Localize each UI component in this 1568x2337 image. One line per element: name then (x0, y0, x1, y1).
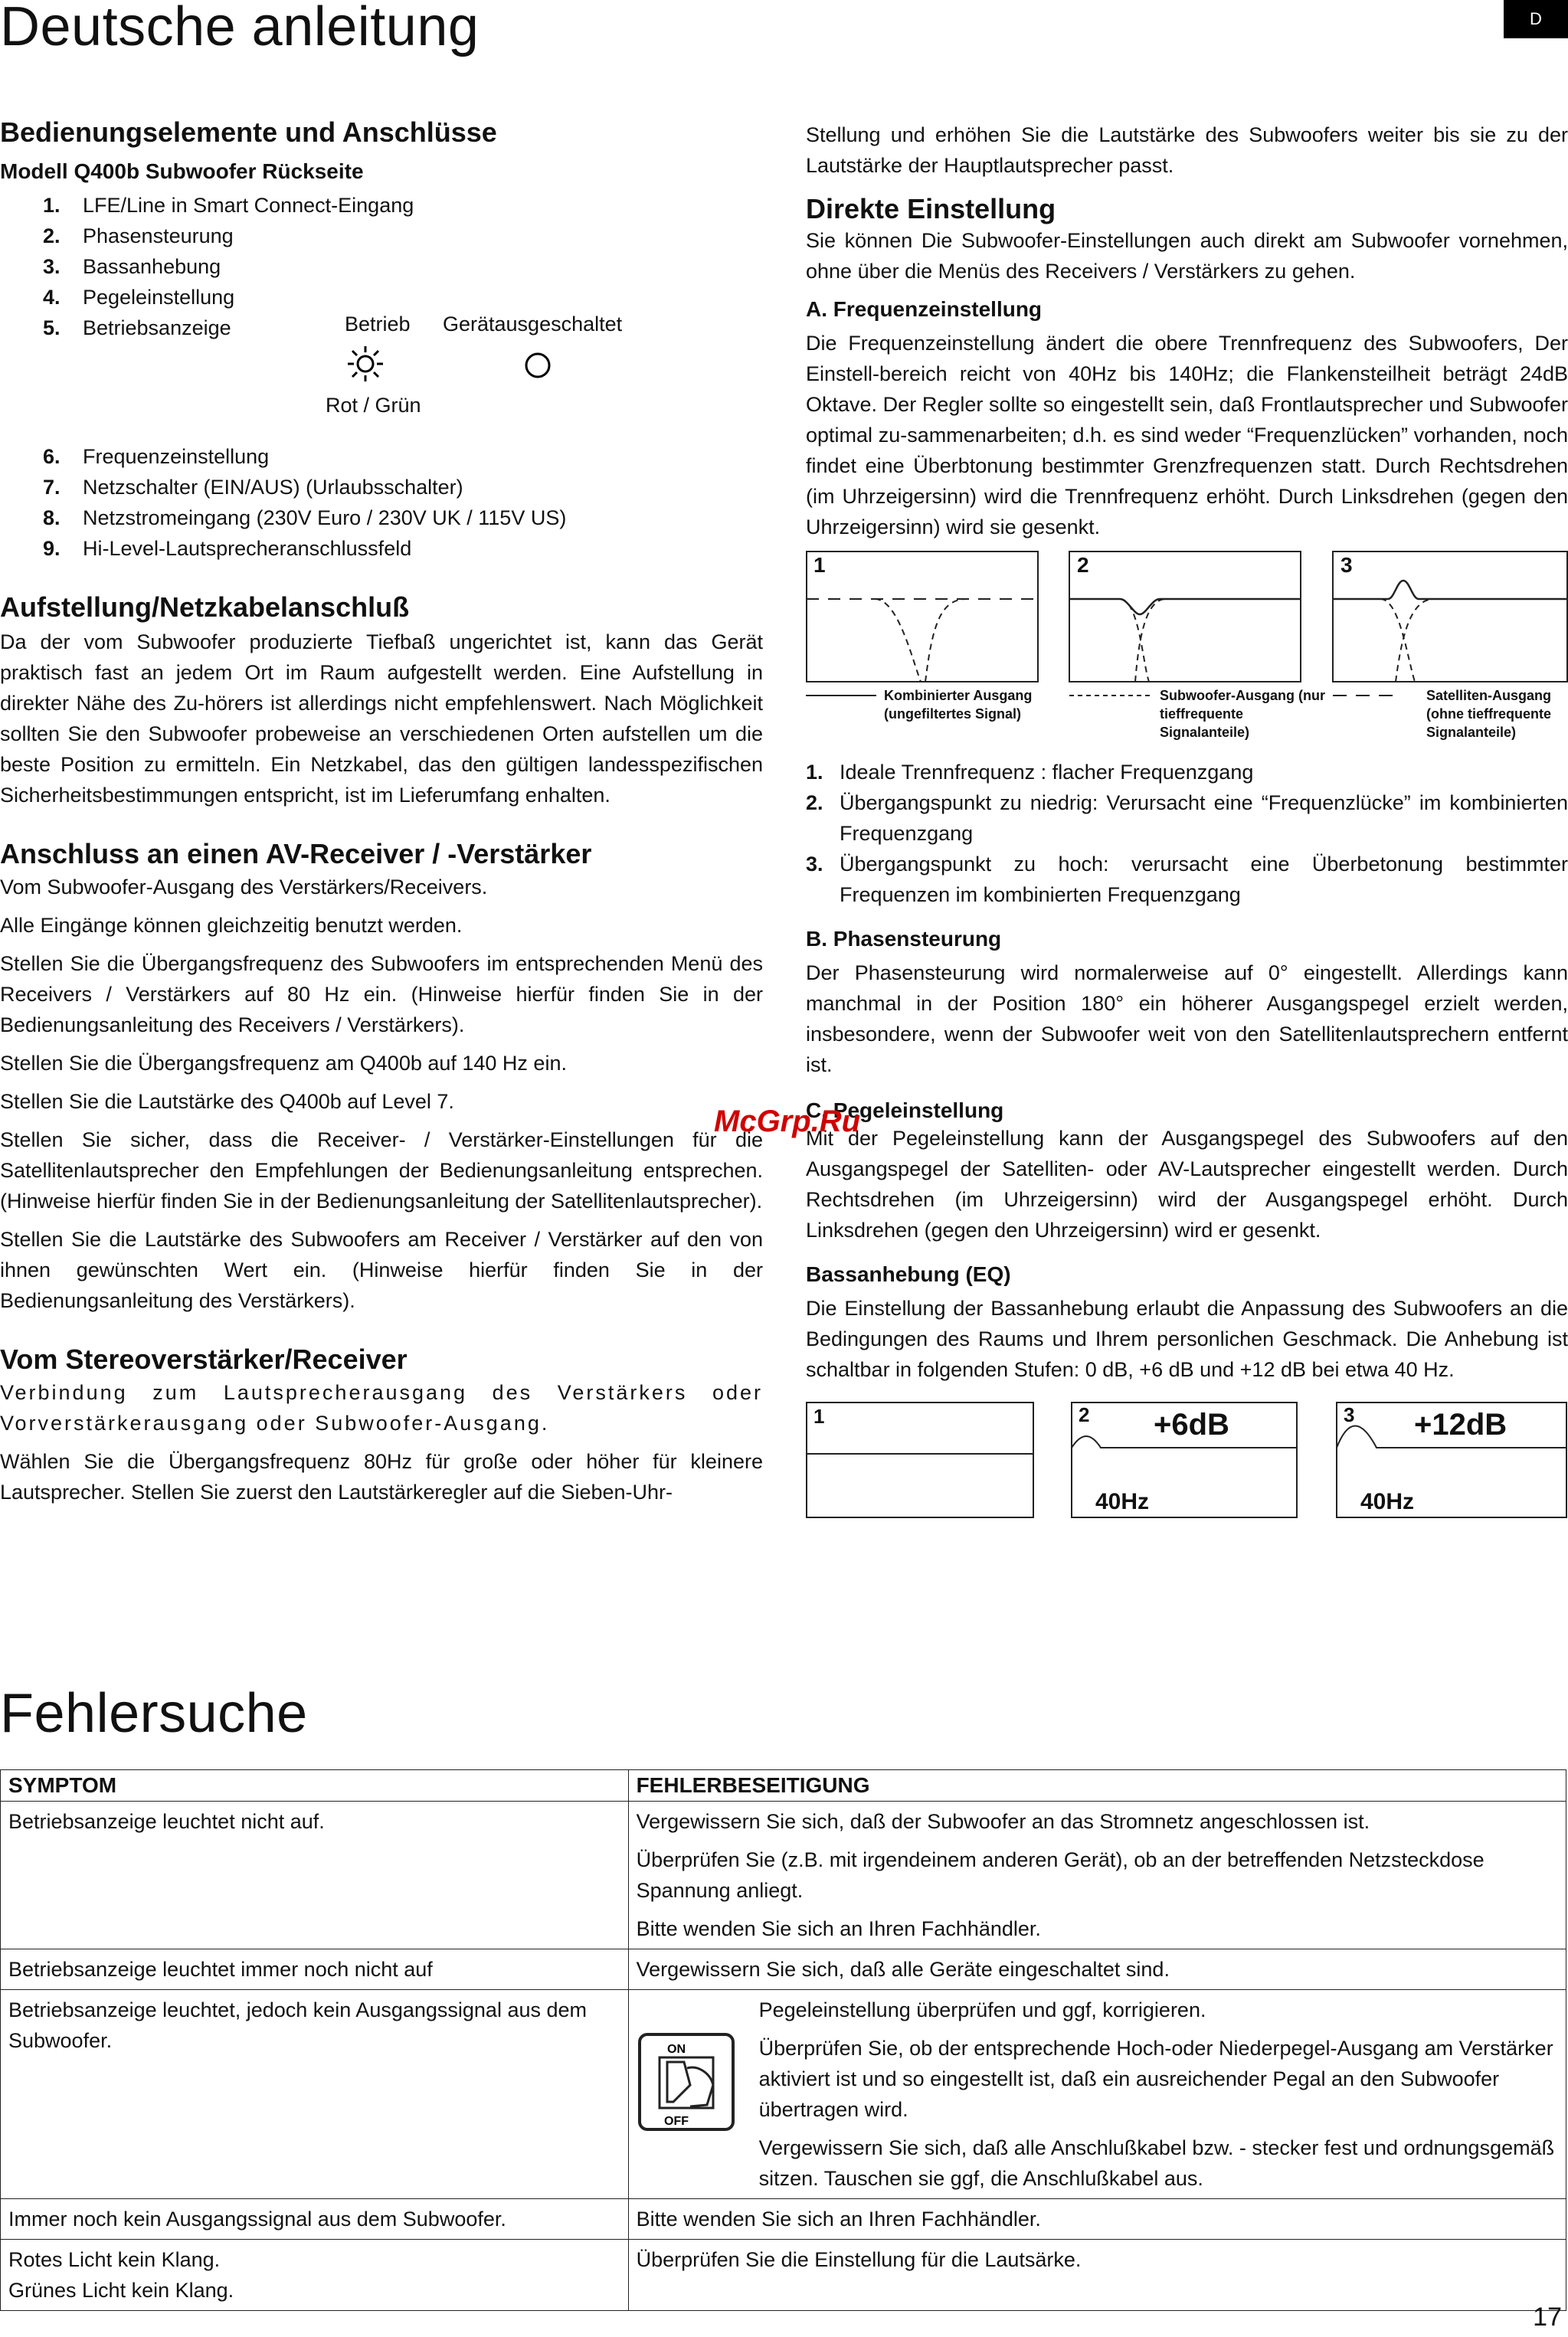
panel-label: 1 (813, 553, 826, 577)
table-row (1, 2199, 1566, 2240)
frequency-text: Die Frequenzeinstellung ändert die obere Trennfrequenz des Subwoofers, Der Einstell-bereich reicht von 40Hz bis 140Hz; die Flankensteilheit beträgt 24dB Oktave. Der Regler sollte so eingestellt sein, daß Frontlautsprecher und Subwoofer optimal zu-sammenarbeiten; d.h. es sind weder “Frequenzlücken” vorhanden, noch findet eine Überbtonung bestimmter Grenzfrequenzen statt. Durch Rechtsdrehen (im Uhrzeigersinn) wird die Trennfrequenz erhöht. Durch Linksdrehen (gegen den Uhrzeigersinn) wird sie gesenkt. (806, 332, 1568, 538)
troubleshooting-table-wrap (0, 1769, 1566, 2311)
level-heading: C. Pegeleinstellung (806, 1098, 1004, 1122)
stereo-para: Verbindung zum Lautsprecherausgang des Verstärkers oder Vorverstärkerausgang oder Subwoofer-Ausgang. (0, 1381, 763, 1435)
list-item: 1. LFE/Line in Smart Connect-Eingang (43, 194, 414, 217)
eq-db-value: +12dB (1414, 1408, 1507, 1442)
fix-cell: Vergewissern Sie sich, daß der Subwoofer an das Stromnetz angeschlossen ist. Überprüfen Sie (z.B. mit irgendeinem anderen Gerät), ob an der betreffenden Netzsteckdose Spannung anliegt. Bitte wenden Sie sich an Ihren Fachhändler. (628, 1802, 1566, 1949)
list-item: 5. Betriebsanzeige (43, 316, 231, 339)
language-badge: D (1504, 0, 1568, 38)
list-item: 4. Pegeleinstellung (43, 286, 235, 309)
frequency-heading: A. Frequenzeinstellung (806, 297, 1043, 321)
controls-list-2 (43, 441, 763, 564)
list-item: 7. Netzschalter (EIN/AUS) (Urlaubsschalter) (43, 476, 463, 499)
crossover-panel-3 (1333, 552, 1567, 682)
fix-cell: Bitte wenden Sie sich an Ihren Fachhändler. (628, 2199, 1566, 2240)
list-item: 8. Netzstromeingang (230V Euro / 230V UK / 115V US) (43, 506, 567, 529)
stereo-para: Wählen Sie die Übergangsfrequenz 80Hz für große oder höher für kleinere Lautsprecher. Stellen Sie zuerst den Lautstärkeregler auf die Sieben-Uhr- (0, 1450, 763, 1504)
crossover-panel-2 (1069, 552, 1301, 682)
eq-panel-label: 1 (813, 1405, 825, 1428)
eq-heading: Bassanhebung (EQ) (806, 1262, 1011, 1286)
led-colors-label: Rot / Grün (326, 394, 421, 417)
legend-subwoofer: Subwoofer-Ausgang (nur tieffrequente Signalanteile) (1160, 688, 1325, 740)
eq-figure (806, 1402, 1568, 1524)
direct-setting-heading: Direkte Einstellung (806, 193, 1056, 224)
eq-text: Die Einstellung der Bassanhebung erlaubt die Anpassung des Subwoofers an die Bedingungen des Raums und Ihrem personlichen Geschmack. Die Anhebung ist schaltbar in folgenden Stufen: 0 dB, +6 dB und +12 dB bei etwa 40 Hz. (806, 1297, 1568, 1381)
phase-text: Der Phasensteurung wird normalerweise auf 0° eingestellt. Allerdings kann manchmal in der Position 180° ein höherer Ausgangspegel erzielt werden, insbesondere, wenn der Subwoofer weit von den Satellitenlautsprechern entfernt ist. (806, 961, 1568, 1076)
table-row (1, 1990, 1566, 2199)
av-para: Stellen Sie die Lautstärke des Q400b auf Level 7. (0, 1090, 454, 1113)
legend-combined: Kombinierter Ausgang (ungefiltertes Signal) (884, 688, 1033, 722)
list-item: 2. Übergangspunkt zu niedrig: Verursacht eine “Frequenzlücke” im kombinierten Frequenzgang (806, 791, 1568, 845)
crossover-figure (806, 550, 1568, 757)
list-item: 6. Frequenzeinstellung (43, 445, 270, 468)
av-para: Stellen Sie die Übergangsfrequenz am Q400b auf 140 Hz ein. (0, 1052, 567, 1075)
column-header: FEHLERBESEITIGUNG (628, 1770, 1566, 1802)
placement-text: Da der vom Subwoofer produzierte Tiefbaß ungerichtet ist, kann das Gerät praktisch fast an jedem Ort im Raum aufgestellt werden. Eine Aufstellung in direkter Nähe des Zu-hörers ist allerdings nicht empfehlenswert. Nach Möglichkeit sollten Sie den Subwoofer probeweise an verschiedenen Orten aufstellen um die beste Position zu ermitteln. Ein Netzkabel, das den gültigen landesspezifischen Sicherheitsbestimmungen entspricht, ist im Lieferumfang enhalten. (0, 630, 763, 807)
continued-text: Stellung und erhöhen Sie die Lautstärke des Subwoofers weiter bis sie zu der Lautstärke der Hauptlautsprecher passt. (806, 123, 1568, 177)
list-item: 1. Ideale Trennfrequenz : flacher Frequenzgang (806, 761, 1254, 784)
crossover-notes (806, 757, 1568, 910)
level-text: Mit der Pegeleinstellung kann der Ausgangspegel des Subwoofers auf den Ausgangspegel der Satelliten- oder AV-Lautsprecher eingestellt werden. Durch Rechtsdrehen (im Uhrzeigersinn) wird der Ausgangspegel erhöht. Durch Linksdrehen (gegen den Uhrzeigersinn) wird er gesenkt. (806, 1127, 1568, 1242)
panel-label: 3 (1340, 553, 1353, 577)
fix-cell: Vergewissern Sie sich, daß alle Geräte eingeschaltet sind. (628, 1949, 1566, 1990)
symptom-cell: Betriebsanzeige leuchtet, jedoch kein Ausgangssignal aus dem Subwoofer. (1, 1990, 629, 2199)
column-header: SYMPTOM (1, 1770, 629, 1802)
right-column (714, 119, 1568, 1524)
table-row (1, 1802, 1566, 1949)
direct-setting-intro: Sie können Die Subwoofer-Einstellungen auch direkt am Subwoofer vornehmen, ohne über die Menüs des Receivers / Verstärkers zu gehen. (806, 229, 1568, 283)
table-row (1, 1949, 1566, 1990)
crossover-panel-1 (807, 552, 1038, 682)
stereo-heading: Vom Stereoverstärker/Receiver (0, 1344, 408, 1375)
fix-cell: Überprüfen Sie die Einstellung für die Lautsärke. (628, 2240, 1566, 2311)
power-switch-icon (637, 2031, 736, 2132)
led-off-icon (524, 352, 552, 379)
av-para: Vom Subwoofer-Ausgang des Verstärkers/Receivers. (0, 876, 488, 898)
symptom-cell: Rotes Licht kein Klang. Grünes Licht kein Klang. (1, 2240, 629, 2311)
table-header-row (1, 1770, 1566, 1802)
panel-label: 2 (1077, 553, 1089, 577)
page-number: 17 (1533, 2303, 1562, 2332)
av-para: Stellen Sie die Lautstärke des Subwoofers am Receiver / Verstärker auf den von ihnen gewünschten Wert ein. (Hinweise hierfür finden Sie in der Bedienungsanleitung des Verstärkers). (0, 1228, 763, 1312)
eq-hz-value: 40Hz (1360, 1489, 1415, 1514)
list-item: 3. Bassanhebung (43, 255, 221, 278)
led-on-label: Betrieb (345, 313, 411, 335)
av-receiver-heading: Anschluss an einen AV-Receiver / -Verstärker (0, 838, 592, 869)
symptom-cell: Betriebsanzeige leuchtet nicht auf. (1, 1802, 629, 1949)
switch-on-label: ON (666, 2043, 686, 2056)
phase-heading: B. Phasensteurung (806, 927, 1002, 951)
symptom-cell: Betriebsanzeige leuchtet immer noch nicht auf (1, 1949, 629, 1990)
troubleshooting-title: Fehlersuche (0, 1683, 308, 1744)
symptom-cell: Immer noch kein Ausgangssignal aus dem Subwoofer. (1, 2199, 629, 2240)
legend-satellite: Satelliten-Ausgang (ohne tieffrequente Signalanteile) (1426, 688, 1552, 740)
page-title: Deutsche anleitung (0, 0, 480, 57)
av-para: Stellen Sie die Übergangsfrequenz des Subwoofers im entsprechenden Menü des Receivers / Verstärkers auf 80 Hz ein. (Hinweise hierfür finden Sie in der Bedienungsanleitung des Receivers / Verstärkers). (0, 952, 763, 1036)
controls-heading: Bedienungselemente und Anschlüsse (0, 116, 497, 148)
fix-cell: ON OFF Pegeleinstellung überprüfen und ggf, korrigieren. Überprüfen Sie, ob der entsprechende Hoch-oder Niederpegel-Ausgang am Verstärker aktiviert ist und so eingestellt ist, daß ein ausreichender Pegal an den Subwoofer übertragen wird. Vergewissern Sie sich, daß alle Anschlußkabel bzw. - stecker fest und ordnungsgemäß sitzen. Tauschen sie ggf, die Anschlußkabel aus. (628, 1990, 1566, 2199)
av-para: Stellen Sie sicher, dass die Receiver- / Verstärker-Einstellungen für die Satellitenlautsprecher den Empfehlungen der Bedienungsanleitung entsprechen. (Hinweise hierfür finden Sie in der Bedienungsanleitung der Satellitenlautsprecher). (0, 1128, 763, 1213)
eq-hz-value: 40Hz (1095, 1489, 1150, 1514)
list-item: 9. Hi-Level-Lautsprecheranschlussfeld (43, 537, 412, 560)
eq-panel-label: 2 (1079, 1403, 1090, 1426)
switch-off-label: OFF (663, 2115, 689, 2128)
led-on-icon (346, 345, 385, 383)
power-switch-illustration (637, 1995, 736, 2194)
placement-heading: Aufstellung/Netzkabelanschluß (0, 591, 410, 623)
av-para: Alle Eingänge können gleichzeitig benutzt werden. (0, 914, 463, 937)
list-item: 2. Phasensteurung (43, 224, 234, 247)
left-column (0, 116, 763, 1507)
list-item: 3. Übergangspunkt zu hoch: verursacht eine Überbetonung bestimmter Frequenzen im kombinierten Frequenzgang (806, 853, 1568, 906)
model-subheading: Modell Q400b Subwoofer Rückseite (0, 159, 364, 183)
led-off-label: Gerätausgeschaltet (443, 313, 623, 335)
table-row (1, 2240, 1566, 2311)
eq-db-value: +6dB (1154, 1408, 1229, 1442)
troubleshooting-table (0, 1769, 1566, 2311)
watermark: McGrp.Ru (714, 1105, 861, 1138)
eq-panel-label: 3 (1344, 1403, 1355, 1426)
